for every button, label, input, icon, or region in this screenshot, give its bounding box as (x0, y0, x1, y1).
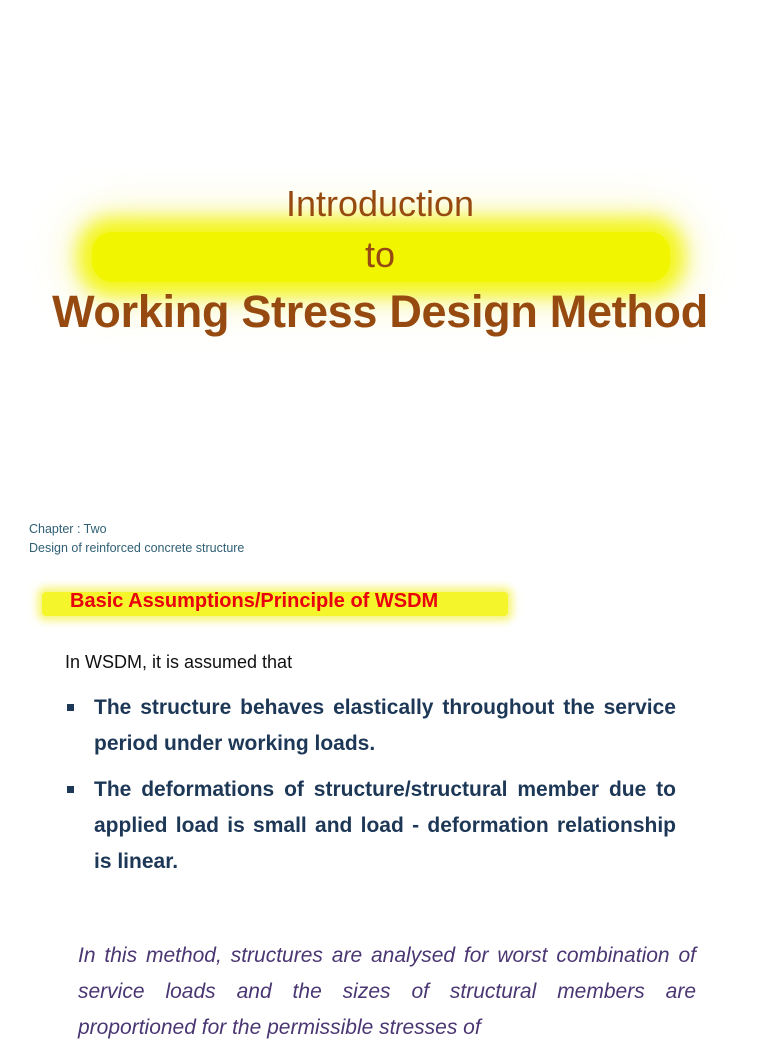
method-paragraph: In this method, structures are analysed for worst combination of service loads and the sizes of structural members are proportioned for the permissible stresses of (78, 944, 696, 1039)
assumptions-list (66, 690, 676, 890)
title-to: to (364, 234, 396, 275)
title-introduction: Introduction (285, 183, 475, 224)
list-item-text: The deformations of structure/structural member due to applied load is small and load - deformation relationship is linear. (94, 778, 676, 873)
list-item (66, 690, 676, 762)
chapter-subtitle: Design of reinforced concrete structure (29, 541, 245, 555)
chapter-info (29, 520, 244, 558)
lead-text: In WSDM, it is assumed that (65, 652, 293, 672)
list-item-text: The structure behaves elastically throughout the service period under working loads. (94, 696, 676, 755)
square-bullet-icon (67, 704, 74, 711)
square-bullet-icon (67, 786, 74, 793)
list-item (66, 772, 676, 880)
chapter-label: Chapter : Two (29, 522, 107, 536)
page-title: Working Stress Design Method (52, 286, 708, 337)
section-heading: Basic Assumptions/Principle of WSDM (70, 590, 439, 612)
